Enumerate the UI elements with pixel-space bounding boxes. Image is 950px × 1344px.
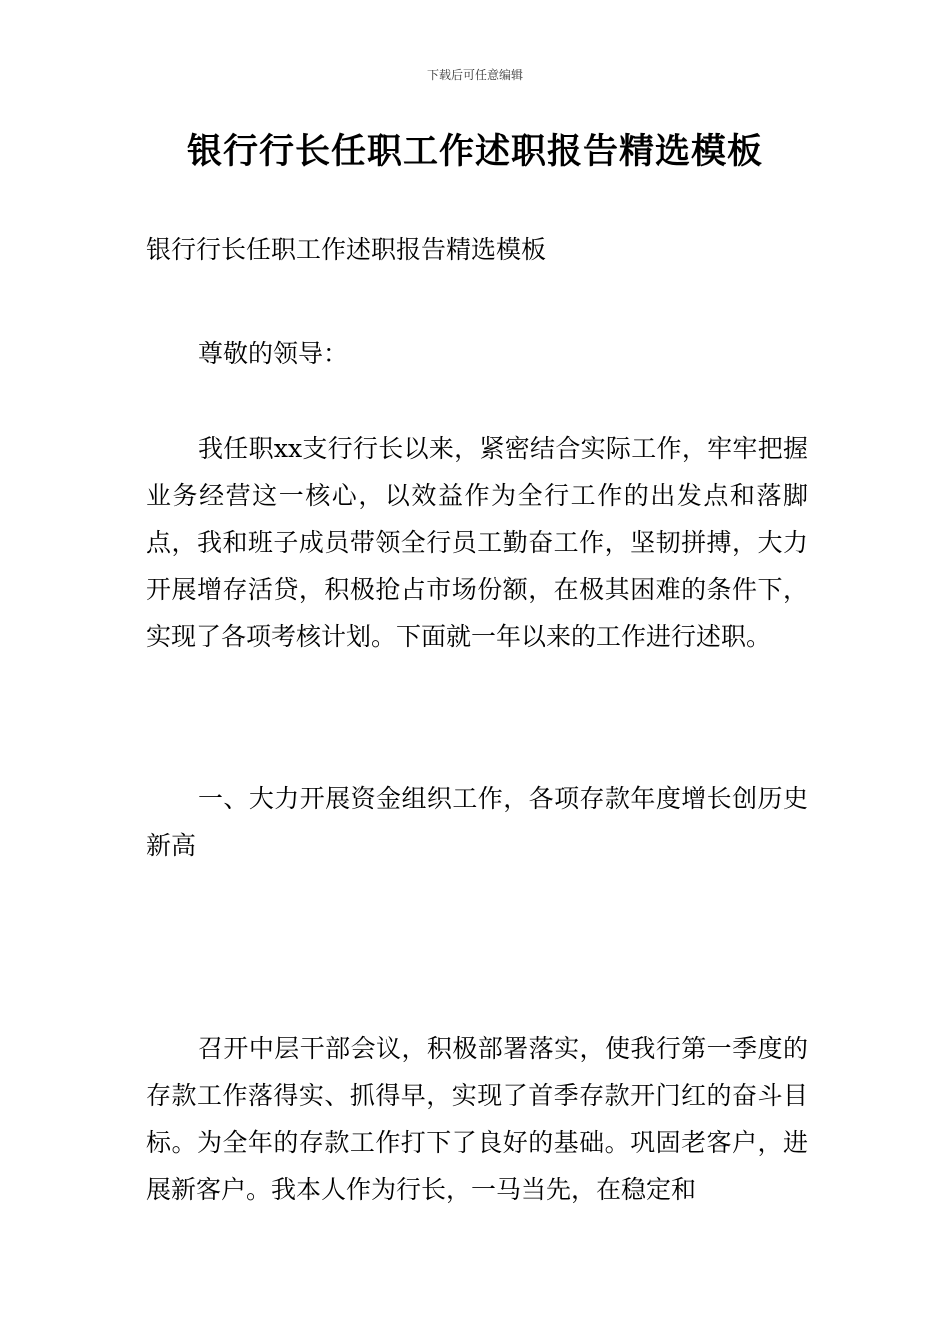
paragraph-body: 召开中层干部会议，积极部署落实，使我行第一季度的存款工作落得实、抓得早，实现了首季存款开门红的奋斗目标。为全年的存款工作打下了良好的基础。巩固老客户，进展新客户。我本人作为行长，一马当先，在稳定和 [146, 1034, 808, 1204]
paragraph-intro: 我任职xx支行行长以来，紧密结合实际工作，牢牢把握业务经营这一核心，以效益作为全行工作的出发点和落脚点，我和班子成员带领全行员工勤奋工作，坚韧拼搏，大力开展增存活贷，积极抢占市场份额，在极其困难的条件下，实现了各项考核计划。下面就一年以来的工作进行述职。 [146, 434, 808, 651]
header-note: 下载后可任意编辑 [426, 68, 523, 82]
salutation: 尊敬的领导： [198, 339, 349, 368]
document-title: 银行行长任职工作述职报告精选模板 [186, 132, 763, 172]
section-heading-1: 一、大力开展资金组织工作，各项存款年度增长创历史新高 [146, 784, 808, 860]
document-subtitle: 银行行长任职工作述职报告精选模板 [146, 235, 547, 264]
